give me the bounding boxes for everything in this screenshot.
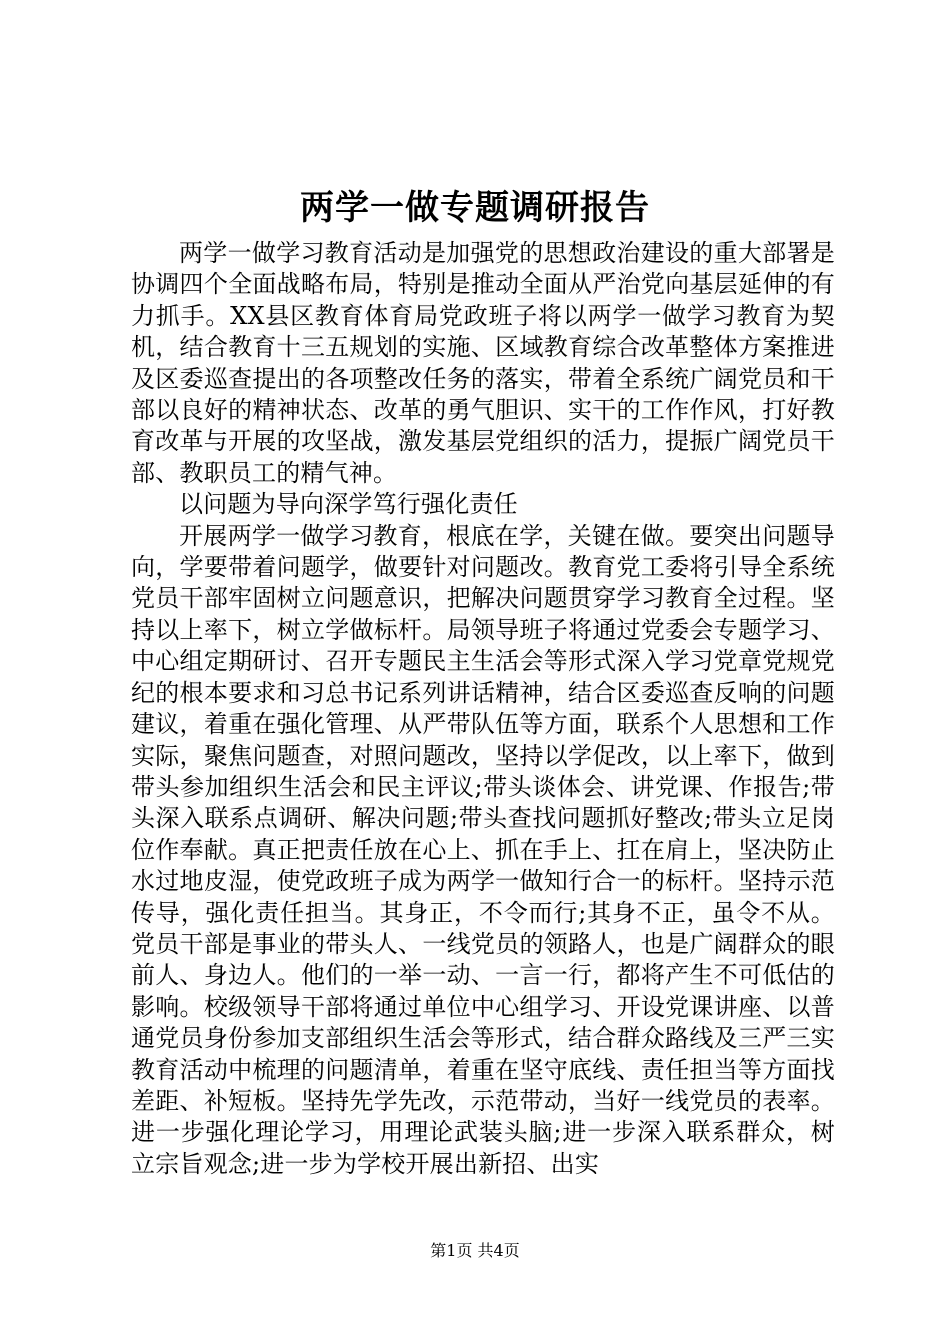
paragraph-intro: 两学一做学习教育活动是加强党的思想政治建设的重大部署是协调四个全面战略布局，特别是推动全面从严治党向基层延伸的有力抓手。XX县区教育体育局党政班子将以两学一做学习教育为契机，结合教育十三五规划的实施、区域教育综合改革整体方案推进及区委巡查提出的各项整改任务的落实，带着全系统广阔党员和干部以良好的精神状态、改革的勇气胆识、实干的工作作风，打好教育改革与开展的攻坚战，激发基层党组织的活力，提振广阔党员干部、教职员工的精气神。 <box>131 239 835 487</box>
document-body <box>131 238 835 1180</box>
page-footer: 第1页 共4页 <box>430 1241 520 1260</box>
paragraph-main: 开展两学一做学习教育，根底在学，关键在做。要突出问题导向，学要带着问题学，做要针对问题改。教育党工委将引导全系统党员干部牢固树立问题意识，把解决问题贯穿学习教育全过程。坚持以上率下，树立学做标杆。局领导班子将通过党委会专题学习、中心组定期研讨、召开专题民主生活会等形式深入学习党章党规党纪的根本要求和习总书记系列讲话精神，结合区委巡查反响的问题建议，着重在强化管理、从严带队伍等方面，联系个人思想和工作实际，聚焦问题查，对照问题改，坚持以学促改，以上率下，做到带头参加组织生活会和民主评议;带头谈体会、讲党课、作报告;带头深入联系点调研、解决问题;带头查找问题抓好整改;带头立足岗位作奉献。真正把责任放在心上、抓在手上、扛在肩上，坚决防止水过地皮湿，使党政班子成为两学一做知行合一的标杆。坚持示范传导，强化责任担当。其身正，不令而行;其身不正，虽令不从。党员干部是事业的带头人、一线党员的领路人，也是广阔群众的眼前人、身边人。他们的一举一动、一言一行，都将产生不可低估的影响。校级领导干部将通过单位中心组学习、开设党课讲座、以普通党员身份参加支部组织生活会等形式，结合群众路线及三严三实教育活动中梳理的问题清单，着重在坚守底线、责任担当等方面找差距、补短板。坚持先学先改，示范带动，当好一线党员的表率。进一步强化理论学习，用理论武装头脑;进一步深入联系群众，树立宗旨观念;进一步为学校开展出新招、出实 <box>131 521 835 1178</box>
document-title: 两学一做专题调研报告 <box>300 188 650 228</box>
section-heading: 以问题为导向深学笃行强化责任 <box>179 490 518 519</box>
